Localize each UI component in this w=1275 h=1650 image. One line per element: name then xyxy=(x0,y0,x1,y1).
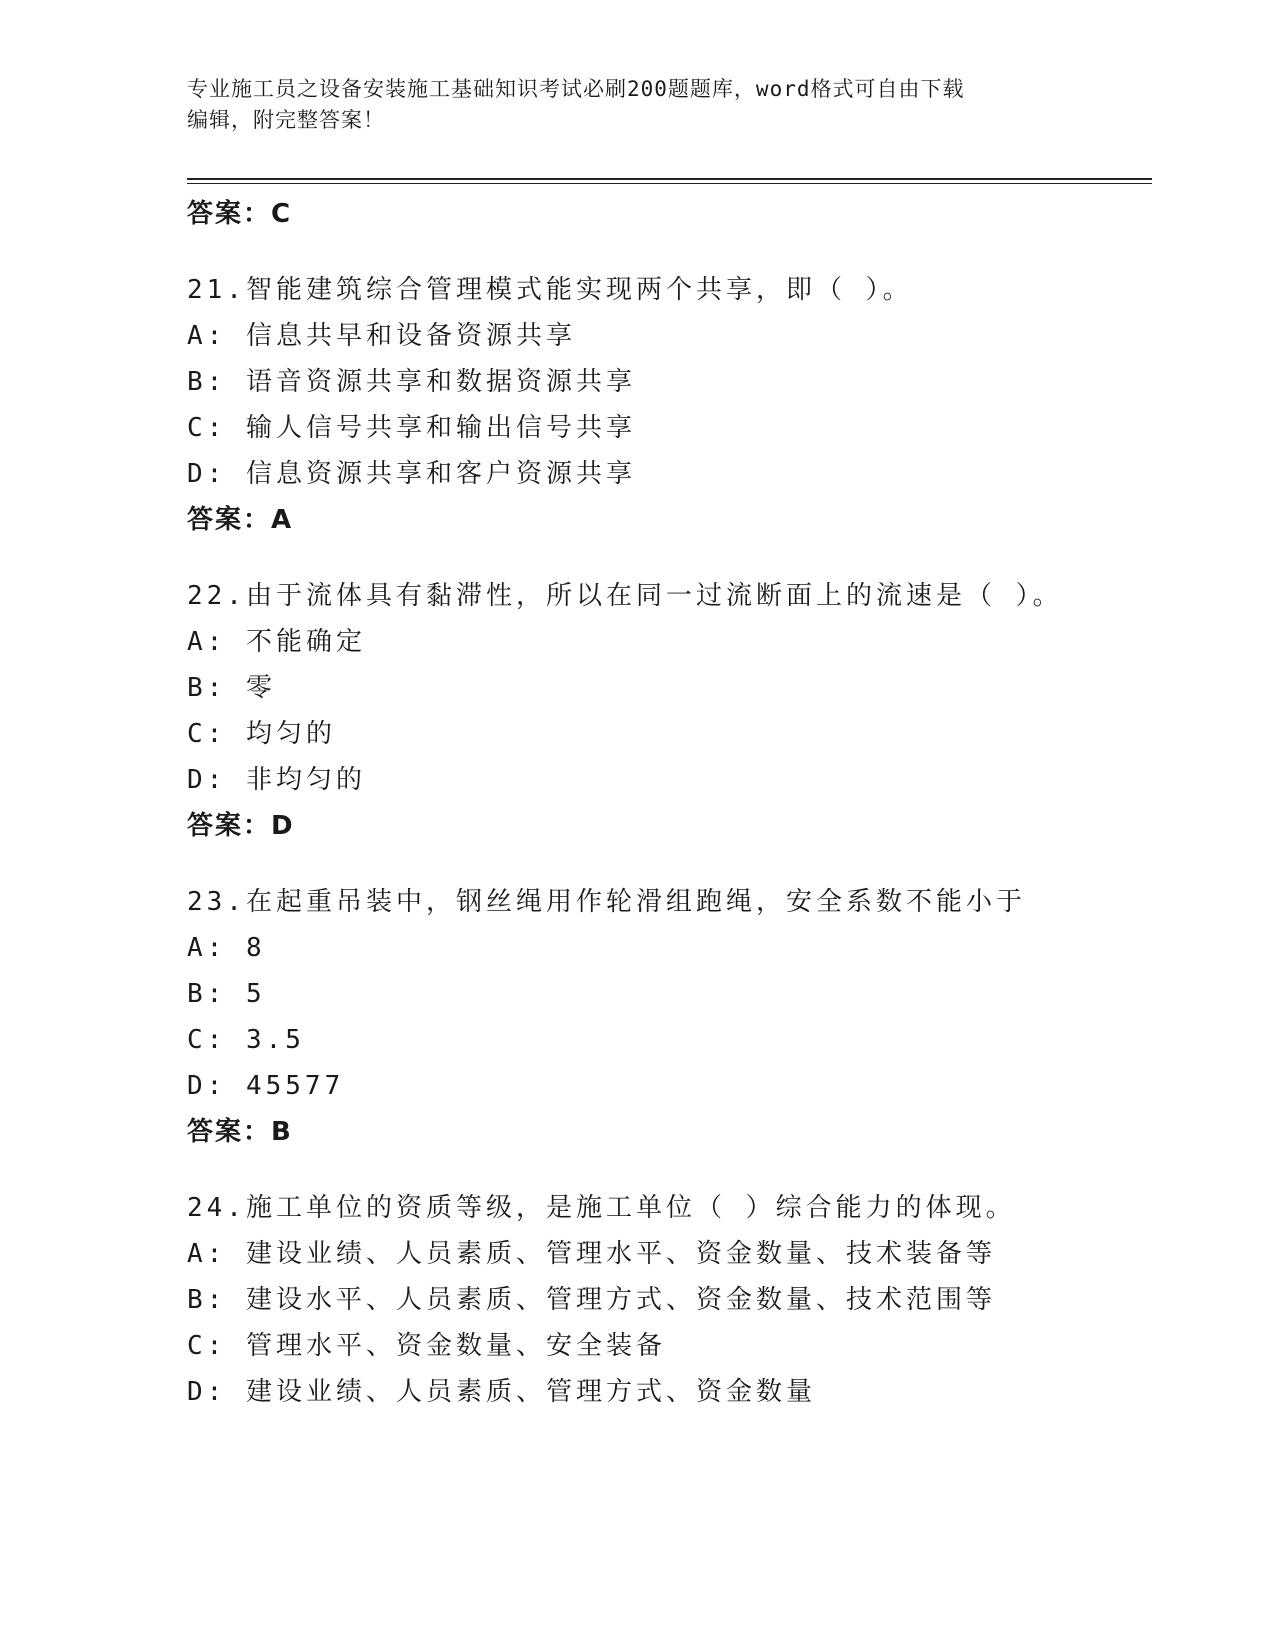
question-block-21 xyxy=(187,267,1152,543)
option-b: B: 零 xyxy=(187,673,276,703)
question-text: 22.由于流体具有黏滞性，所以在同一过流断面上的流速是（ ）。 xyxy=(187,581,1063,611)
header-divider-thick xyxy=(187,178,1152,180)
option-c: C: 均匀的 xyxy=(187,719,336,749)
option-d: D: 45577 xyxy=(187,1071,345,1101)
answer-line: 答案：C xyxy=(187,199,293,229)
option-a: A: 信息共早和设备资源共享 xyxy=(187,321,576,351)
option-b: B: 语音资源共享和数据资源共享 xyxy=(187,367,636,397)
header-divider-thin xyxy=(187,183,1152,184)
question-text: 21.智能建筑综合管理模式能实现两个共享，即（ ）。 xyxy=(187,275,913,305)
option-d: D: 信息资源共享和客户资源共享 xyxy=(187,459,636,489)
question-list xyxy=(187,191,1152,1415)
option-b: B: 建设水平、人员素质、管理方式、资金数量、技术范围等 xyxy=(187,1285,996,1315)
answer-line: 答案：A xyxy=(187,505,294,535)
option-c: C: 3.5 xyxy=(187,1025,305,1055)
question-block-24 xyxy=(187,1185,1152,1415)
option-c: C: 管理水平、资金数量、安全装备 xyxy=(187,1331,666,1361)
question-text: 24.施工单位的资质等级，是施工单位（ ）综合能力的体现。 xyxy=(187,1193,1016,1223)
question-block-22 xyxy=(187,573,1152,849)
option-d: D: 非均匀的 xyxy=(187,765,366,795)
answer-line: 答案：D xyxy=(187,811,295,841)
option-a: A: 8 xyxy=(187,933,266,963)
header-line-2: 编辑，附完整答案！ xyxy=(187,108,385,132)
answer-line: 答案：B xyxy=(187,1117,293,1147)
option-c: C: 输人信号共享和输出信号共享 xyxy=(187,413,636,443)
option-a: A: 不能确定 xyxy=(187,627,366,657)
question-text: 23.在起重吊装中，钢丝绳用作轮滑组跑绳，安全系数不能小于 xyxy=(187,887,1026,917)
header-line-1: 专业施工员之设备安装施工基础知识考试必刷200题题库，word格式可自由下载 xyxy=(187,77,965,101)
option-a: A: 建设业绩、人员素质、管理水平、资金数量、技术装备等 xyxy=(187,1239,996,1269)
document-header xyxy=(187,74,1087,136)
question-block-23 xyxy=(187,879,1152,1155)
option-d: D: 建设业绩、人员素质、管理方式、资金数量 xyxy=(187,1377,816,1407)
option-b: B: 5 xyxy=(187,979,266,1009)
